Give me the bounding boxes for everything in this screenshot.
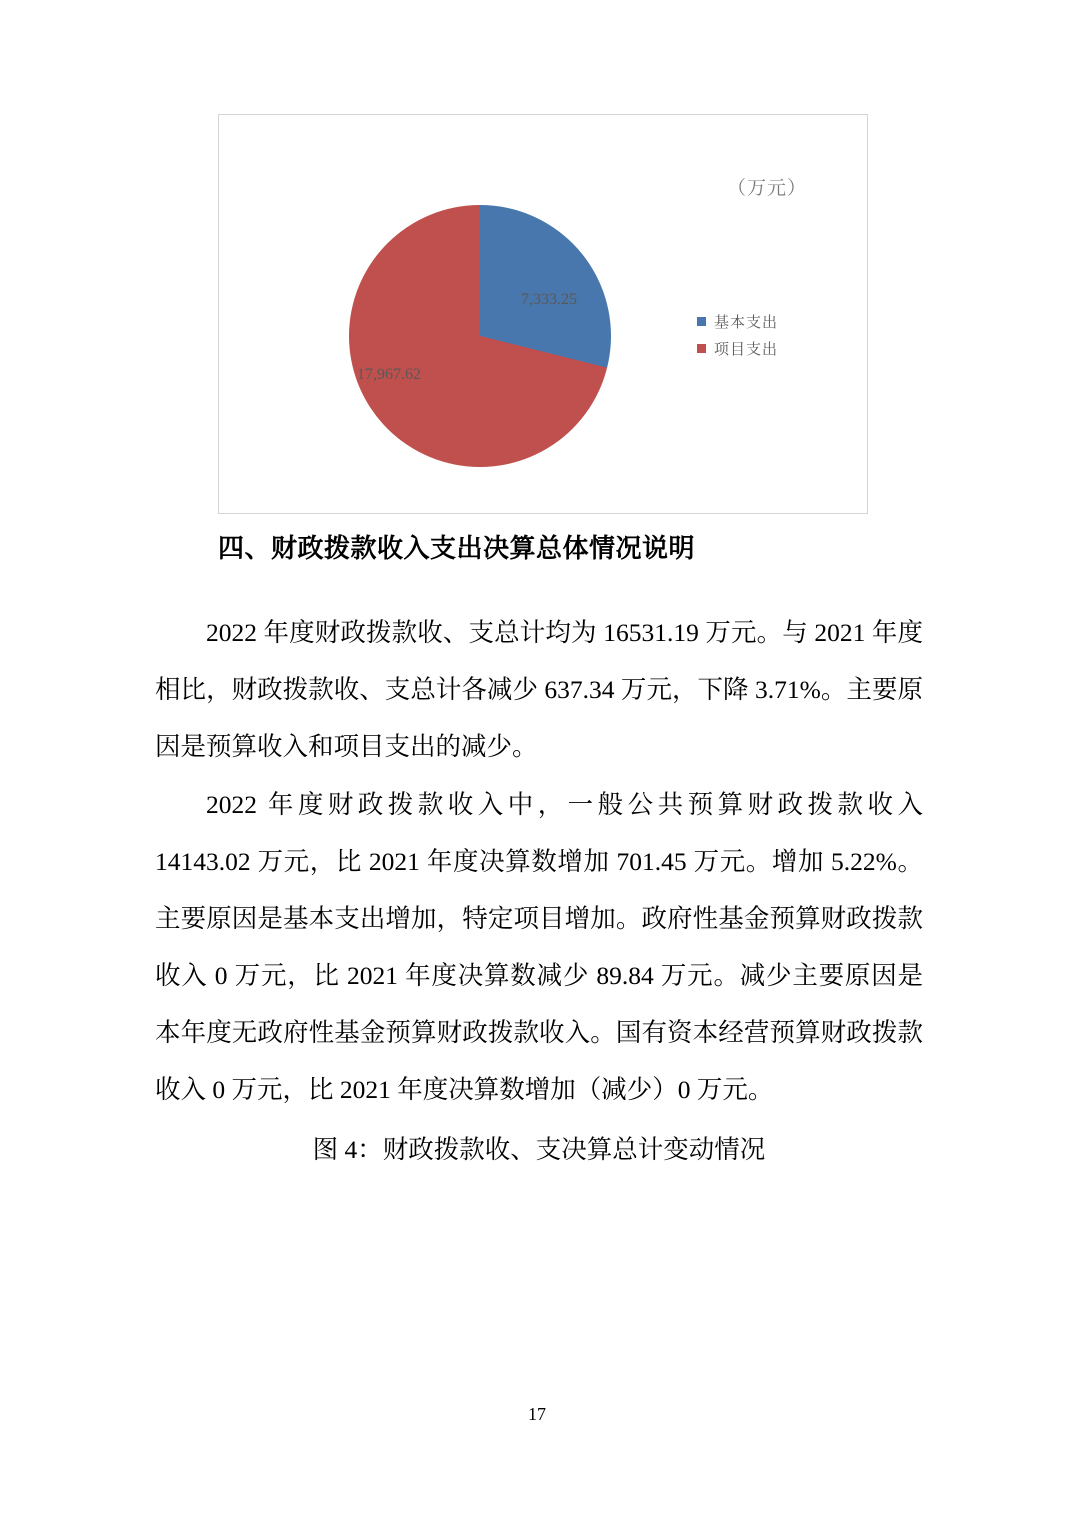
legend-label-basic: 基本支出	[714, 315, 779, 331]
pie-label-project: 17,967.62	[357, 366, 421, 383]
legend-swatch-icon	[697, 317, 706, 326]
pie-slices	[349, 205, 611, 467]
chart-unit-label: （万元）	[726, 178, 807, 199]
legend-label-project: 项目支出	[714, 342, 779, 358]
legend-swatch-icon	[697, 344, 706, 353]
chart-legend	[697, 311, 807, 365]
figure-caption: 图 4：财政拨款收、支决算总计变动情况	[312, 1135, 766, 1164]
page-number: 17	[528, 1404, 546, 1424]
paragraph-funding-income: 2022 年度财政拨款收入中，一般公共预算财政拨款收入 14143.02 万元，比 2021 年度决算数增加 701.45 万元。增加 5.22%。主要原因是基本支出增加，特定项目增加。政府性基金预算财政拨款收入 0 万元，比 2021 年度决算数减少 89.84 万元。减少主要原因是本年度无政府性基金预算财政拨款收入。国有资本经营预算财政拨款收入 0 万元，比 2021 年度决算数增加（减少）0 万元。	[155, 789, 923, 1104]
pie-label-basic: 7,333.25	[521, 291, 577, 308]
legend-item-basic	[697, 311, 807, 332]
legend-item-project	[697, 338, 807, 359]
pie-chart-figure	[218, 114, 868, 514]
pie-chart	[349, 205, 611, 467]
section-heading: 四、财政拨款收入支出决算总体情况说明	[218, 534, 696, 564]
paragraph-funding-summary: 2022 年度财政拨款收、支总计均为 16531.19 万元。与 2021 年度相比，财政拨款收、支总计各减少 637.34 万元，下降 3.71%。主要原因是预算收入和项目支出的减少。	[155, 617, 923, 761]
